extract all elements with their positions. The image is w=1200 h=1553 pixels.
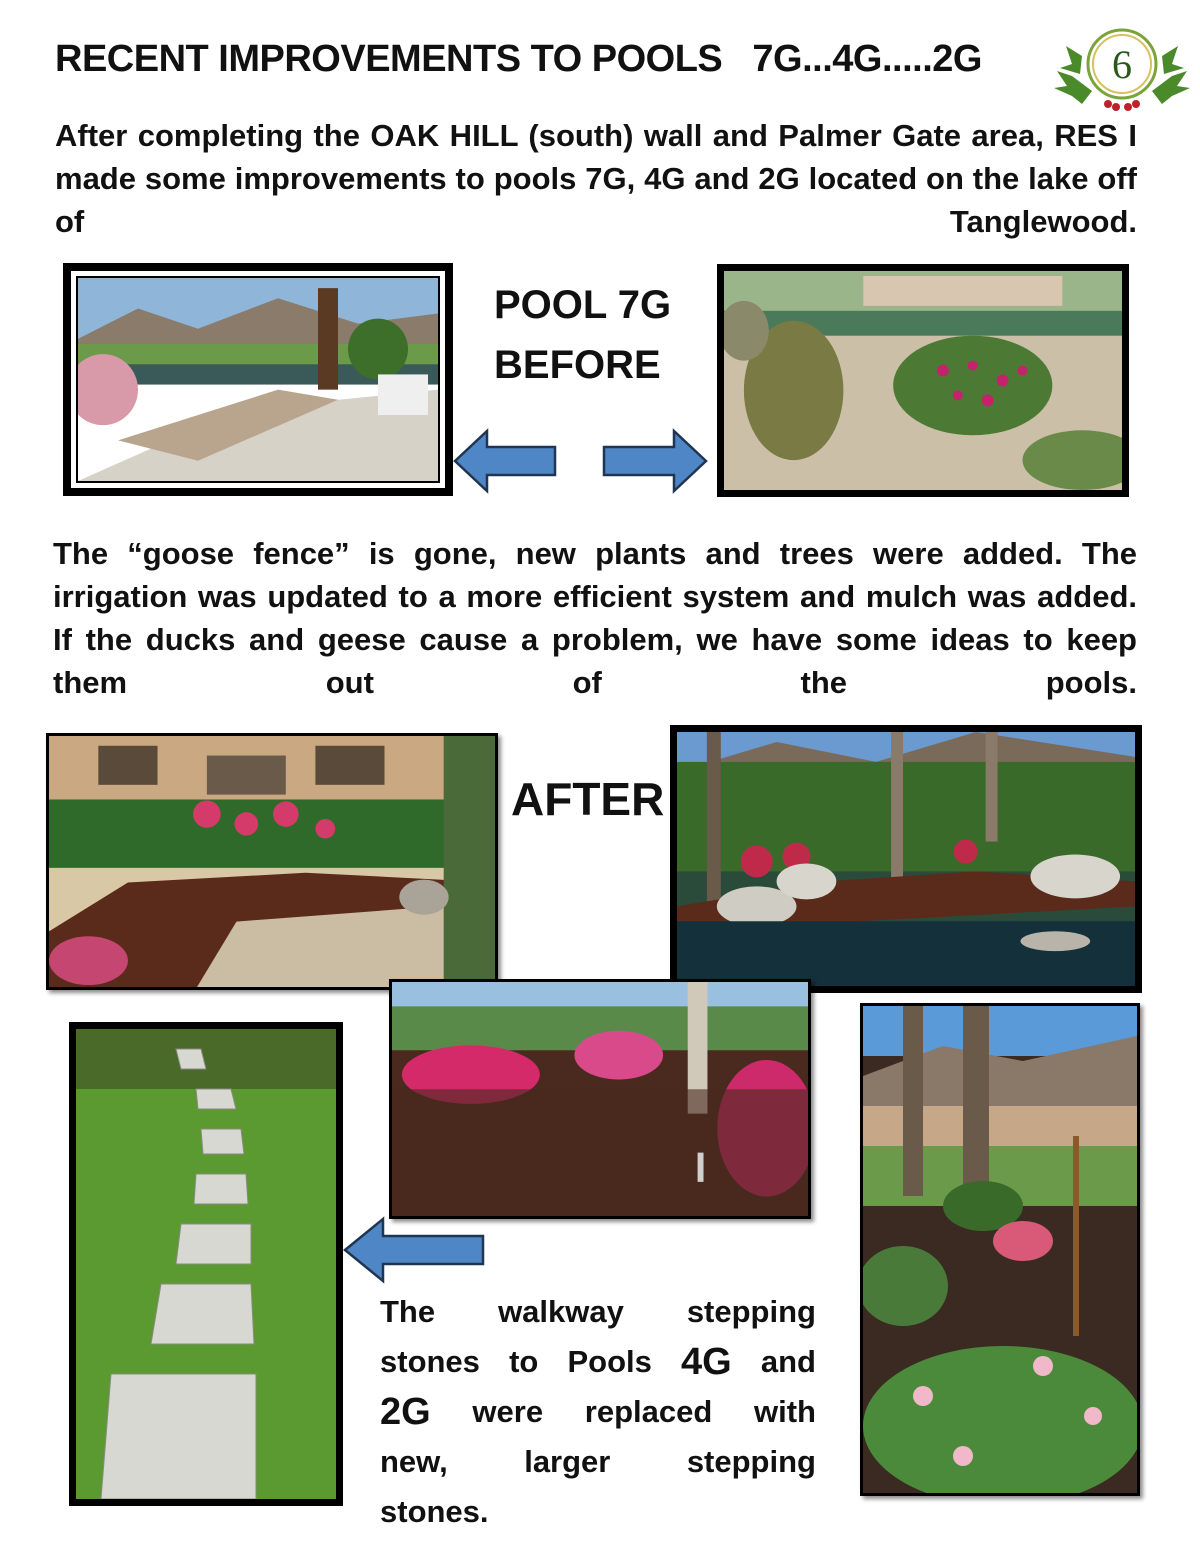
- walkway-line-4: new, larger stepping: [380, 1444, 816, 1479]
- walkway-line-5: stones.: [380, 1494, 489, 1529]
- before-label-line2: BEFORE: [494, 343, 661, 387]
- walkway-paragraph: [380, 1287, 816, 1537]
- walkway-line-1: The walkway stepping: [380, 1294, 816, 1329]
- pool-7g-before-label: [494, 275, 671, 395]
- page-number-badge: [1052, 16, 1192, 116]
- after-label: AFTER: [511, 773, 665, 825]
- right-arrow-icon: [602, 428, 708, 494]
- after-photo-4: [860, 1003, 1140, 1496]
- after-photo-2: [670, 725, 1142, 993]
- after-photo-1: [46, 733, 498, 990]
- middle-paragraph: The “goose fence” is gone, new plants and trees were added. The irrigation was updated to a more efficient system and mulch was added. If the ducks and geese cause a problem, we have some ideas to keep them out of the pools.: [53, 536, 1137, 700]
- walkway-arrow-icon: [343, 1216, 485, 1284]
- page-number: 6: [1112, 42, 1132, 87]
- left-arrow-icon: [453, 428, 557, 494]
- pool-7g-before-photo-2: [717, 264, 1129, 497]
- after-photo-3: [389, 979, 811, 1219]
- before-label-line1: POOL 7G: [494, 283, 672, 327]
- page-title: RECENT IMPROVEMENTS TO POOLS 7G...4G.....2G: [55, 38, 982, 80]
- pool-7g-before-photo-1: [63, 263, 453, 496]
- holly-wreath-icon: [1052, 16, 1192, 116]
- walkway-line-3: 2G were replaced with: [380, 1391, 816, 1433]
- walkway-line-2: stones to Pools 4G and: [380, 1341, 816, 1383]
- walkway-photo: [69, 1022, 343, 1506]
- intro-paragraph: After completing the OAK HILL (south) wall and Palmer Gate area, RES I made some improvements to pools 7G, 4G and 2G located on the lake off of Tanglewood.: [55, 118, 1137, 239]
